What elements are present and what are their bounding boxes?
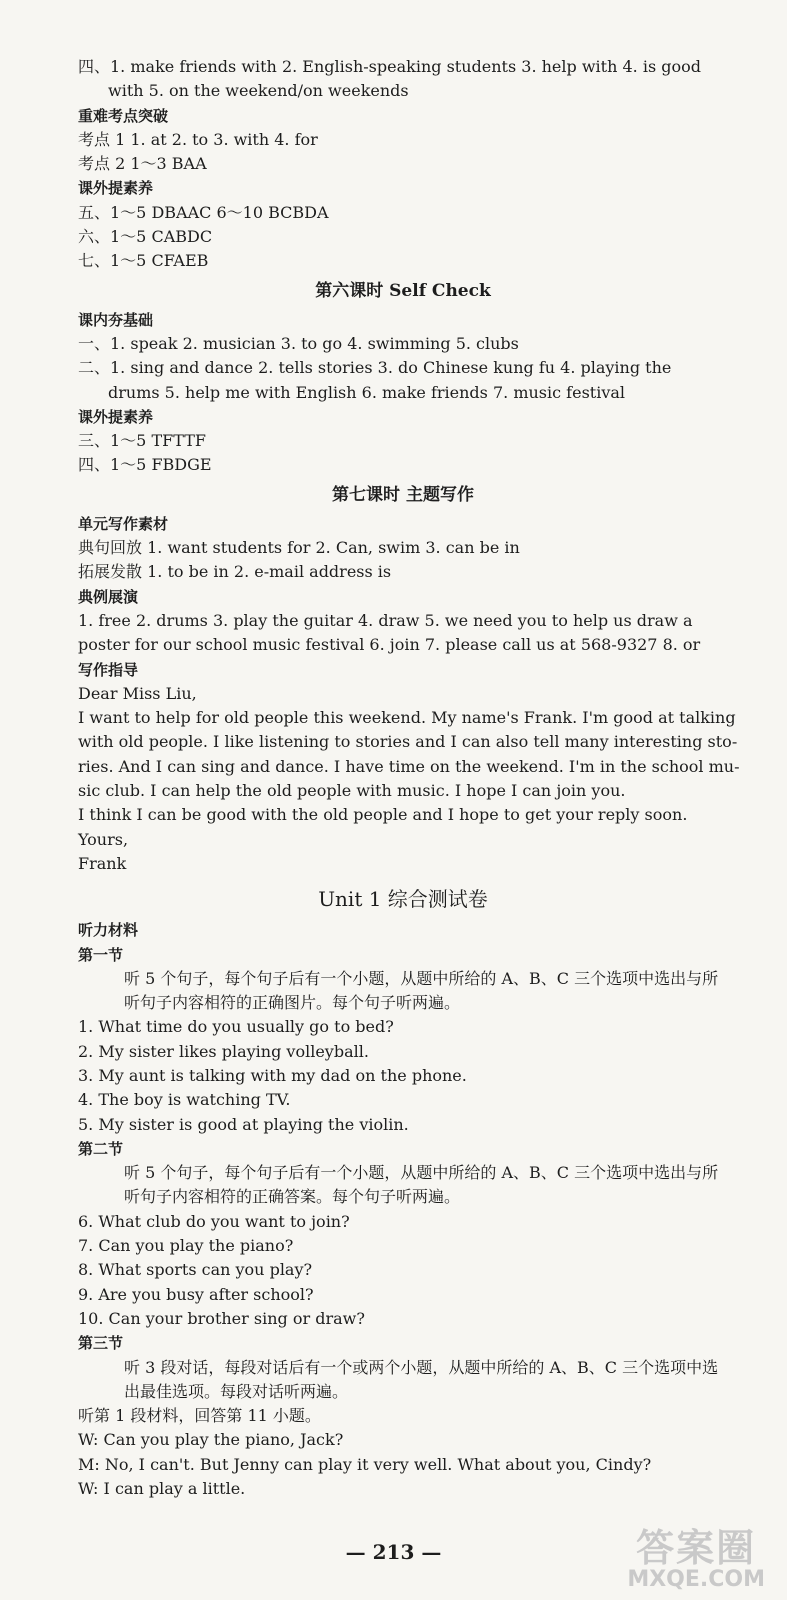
answer-line: 三、1～5 TFTTF xyxy=(78,431,206,451)
watermark xyxy=(627,1528,765,1592)
answer-line: 四、1～5 FBDGE xyxy=(78,455,212,475)
watermark-logo: 答案圈 xyxy=(636,1526,757,1570)
section-heading: 听力材料 xyxy=(78,921,139,940)
question-line: 5. My sister is good at playing the violin. xyxy=(78,1114,409,1134)
letter-line: ries. And I can sing and dance. I have time on the weekend. I'm in the school mu- xyxy=(78,756,740,776)
section-heading: 课外提素养 xyxy=(78,179,154,198)
section-heading: 第三节 xyxy=(78,1334,124,1353)
dialogue-line: W: Can you play the piano, Jack? xyxy=(78,1430,344,1450)
letter-signature: Frank xyxy=(78,853,127,873)
question-line: 7. Can you play the piano? xyxy=(78,1236,294,1256)
answer-line: 七、1～5 CFAEB xyxy=(78,251,209,271)
unit-title: Unit 1 综合测试卷 xyxy=(318,887,488,912)
answer-line: 考点 1 1. at 2. to 3. with 4. for xyxy=(78,129,318,149)
answer-line: with 5. on the weekend/on weekends xyxy=(108,81,409,101)
answer-line: 拓展发散 1. to be in 2. e-mail address is xyxy=(78,562,392,582)
section-heading: 典例展演 xyxy=(78,587,139,606)
instruction-text: 听 3 段对话，每段对话后有一个或两个小题，从题中所给的 A、B、C 三个选项中选出最佳选项。每段对话听两遍。 xyxy=(124,1357,719,1401)
dialogue-line: W: I can play a little. xyxy=(78,1479,246,1499)
section-heading: 第一节 xyxy=(78,945,124,964)
answer-line: 四、1. make friends with 2. English-speaking students 3. help with 4. is good xyxy=(78,57,701,76)
watermark-site: MXQE.COM xyxy=(627,1567,765,1592)
question-line: 4. The boy is watching TV. xyxy=(78,1090,291,1110)
question-line: 听第 1 段材料，回答第 11 小题。 xyxy=(78,1406,321,1426)
lesson-title: 第六课时 Self Check xyxy=(315,280,491,301)
question-line: 8. What sports can you play? xyxy=(78,1260,313,1280)
answer-page xyxy=(78,55,740,1501)
section-heading: 重难考点突破 xyxy=(78,106,169,125)
answer-line: 一、1. speak 2. musician 3. to go 4. swimming 5. clubs xyxy=(78,333,519,353)
letter-line: I think I can be good with the old people and I hope to get your reply soon. xyxy=(78,805,688,825)
answer-line: drums 5. help me with English 6. make friends 7. music festival xyxy=(108,382,626,402)
answer-line: 五、1～5 DBAAC 6～10 BCBDA xyxy=(78,202,329,222)
letter-salutation: Dear Miss Liu, xyxy=(78,683,197,703)
letter-line: with old people. I like listening to stories and I can also tell many interesting sto- xyxy=(78,732,738,752)
instruction-text: 听 5 个句子，每个句子后有一个小题，从题中所给的 A、B、C 三个选项中选出与所听句子内容相符的正确图片。每个句子听两遍。 xyxy=(124,968,719,1013)
answer-line: 1. free 2. drums 3. play the guitar 4. draw 5. we need you to help us draw a xyxy=(78,610,693,630)
page-number: — 213 — xyxy=(345,1540,442,1564)
letter-line: sic club. I can help the old people with music. I hope I can join you. xyxy=(78,781,626,801)
answer-line: poster for our school music festival 6. join 7. please call us at 568-9327 8. or xyxy=(78,635,701,655)
answer-line: 二、1. sing and dance 2. tells stories 3. do Chinese kung fu 4. playing the xyxy=(78,358,672,378)
section-heading: 课外提素养 xyxy=(78,407,154,426)
answer-line: 六、1～5 CABDC xyxy=(78,227,213,247)
question-line: 3. My aunt is talking with my dad on the phone. xyxy=(78,1065,467,1085)
section-heading: 单元写作素材 xyxy=(78,514,169,533)
instruction-text: 听 5 个句子，每个句子后有一个小题，从题中所给的 A、B、C 三个选项中选出与所听句子内容相符的正确答案。每个句子听两遍。 xyxy=(124,1163,719,1207)
answer-line: 典句回放 1. want students for 2. Can, swim 3. can be in xyxy=(78,538,520,558)
question-line: 6. What club do you want to join? xyxy=(78,1211,350,1231)
letter-line: I want to help for old people this weekend. My name's Frank. I'm good at talking xyxy=(78,708,736,728)
question-line: 10. Can your brother sing or draw? xyxy=(78,1308,365,1328)
letter-closing: Yours, xyxy=(78,829,129,849)
section-heading: 课内夯基础 xyxy=(78,310,154,329)
question-line: 2. My sister likes playing volleyball. xyxy=(78,1041,369,1061)
section-heading: 写作指导 xyxy=(78,660,139,679)
answer-line: 考点 2 1～3 BAA xyxy=(78,154,207,174)
question-line: 9. Are you busy after school? xyxy=(78,1284,314,1304)
question-line: 1. What time do you usually go to bed? xyxy=(78,1017,394,1037)
dialogue-line: M: No, I can't. But Jenny can play it very well. What about you, Cindy? xyxy=(78,1454,652,1474)
lesson-title: 第七课时 主题写作 xyxy=(332,484,474,505)
section-heading: 第二节 xyxy=(78,1139,124,1158)
